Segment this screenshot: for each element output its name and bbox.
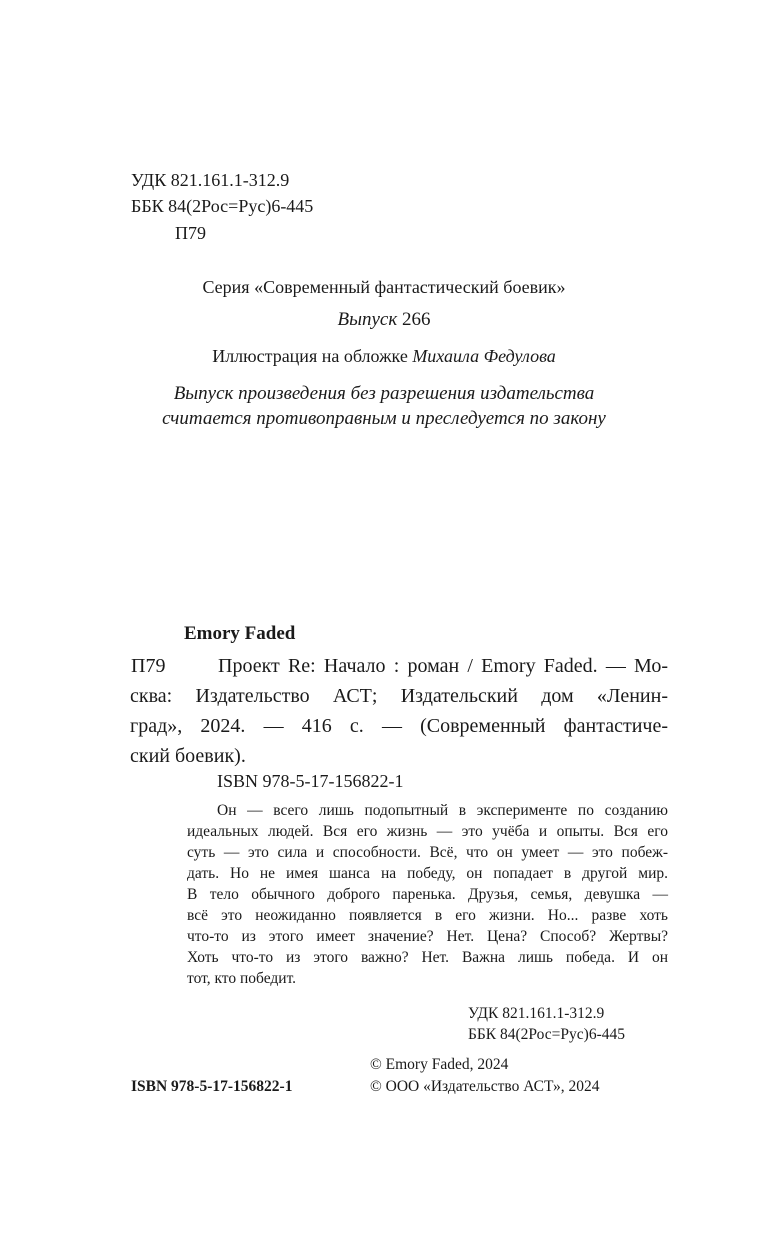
legal-notice-line-2: считается противоправным и преследуется по закону	[162, 408, 606, 429]
annotation-line: идеальных людей. Вся его жизнь — это учёба и опыты. Вся его	[187, 823, 668, 840]
author-mark: П79	[175, 223, 206, 243]
annotation	[187, 800, 668, 989]
annotation-line: всё это неожиданно появляется в его жизни. Но... разве хоть	[187, 907, 668, 924]
annotation-line: что-то из этого имеет значение? Нет. Цена? Способ? Жертвы?	[187, 928, 668, 945]
cip-line: град», 2024. — 416 с. — (Современный фантастиче-	[130, 715, 668, 737]
illustration-artist: Михаила Федулова	[412, 346, 556, 366]
annotation-line: суть — это сила и способности. Всё, что он умеет — это побеж-	[187, 844, 668, 861]
cip-author: Emory Faded	[184, 623, 296, 644]
cip-isbn: ISBN 978-5-17-156822-1	[217, 771, 404, 791]
annotation-line: В тело обычного доброго паренька. Друзья, семья, девушка —	[187, 886, 668, 903]
illustration-prefix: Иллюстрация на обложке	[212, 346, 408, 366]
footer-bbk: ББК 84(2Рос=Рус)6-445	[468, 1026, 625, 1043]
issue-line	[0, 308, 768, 332]
cip-line: ский боевик).	[130, 745, 246, 767]
copyright-author: © Emory Faded, 2024	[370, 1056, 509, 1073]
bbk-code: ББК 84(2Рос=Рус)6-445	[131, 196, 314, 216]
series-label: Серия «Современный фантастический боевик»	[202, 277, 566, 297]
annotation-line: дать. Но не имея шанса на победу, он попадает в другой мир.	[187, 865, 668, 882]
annotation-line: Хоть что-то из этого важно? Нет. Важна лишь победа. И он	[187, 949, 668, 966]
legal-notice-line-1: Выпуск произведения без разрешения издательства	[173, 383, 595, 404]
annotation-line: тот, кто победит.	[187, 970, 297, 987]
cip-line: сква: Издательство АСТ; Издательский дом «Ленин-	[130, 685, 668, 707]
issue-word: Выпуск	[337, 309, 398, 330]
copyright-publisher: © ООО «Издательство АСТ», 2024	[370, 1078, 600, 1095]
issue-number: 266	[401, 309, 431, 330]
illustration-credit	[0, 344, 768, 368]
cip-description	[130, 651, 668, 771]
cip-mark: П79	[131, 655, 166, 677]
cip-line: Проект Re: Начало : роман / Emory Faded. — Мо-	[218, 655, 668, 677]
footer-udk: УДК 821.161.1-312.9	[468, 1005, 605, 1022]
annotation-line: Он — всего лишь подопытный в эксперименте по созданию	[217, 802, 668, 819]
footer-isbn: ISBN 978-5-17-156822-1	[131, 1078, 293, 1095]
udk-code: УДК 821.161.1-312.9	[131, 170, 290, 190]
